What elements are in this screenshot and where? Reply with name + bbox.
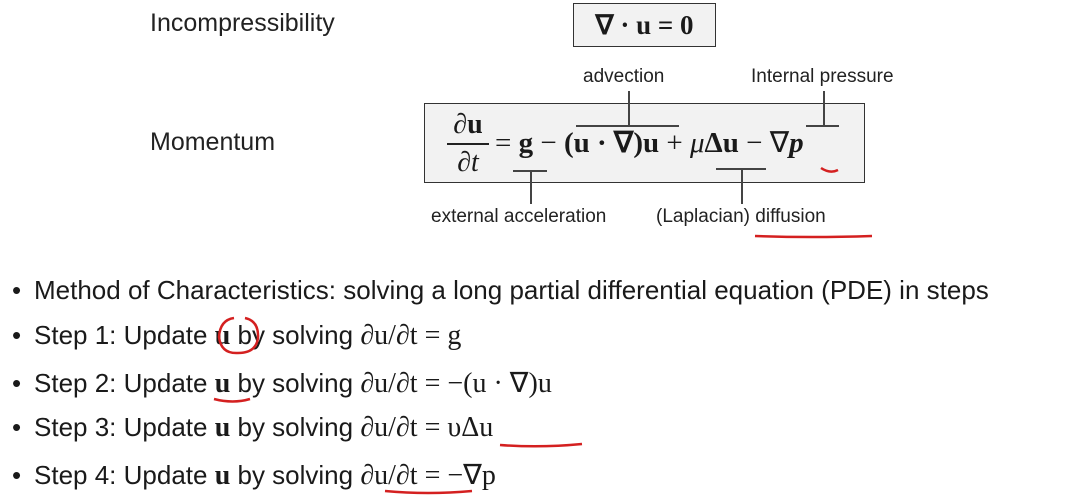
bullet-text: Step 3: Update bbox=[34, 412, 215, 442]
term-laplacian: Δu bbox=[704, 127, 739, 159]
term-advection: (u · ∇)u bbox=[563, 127, 660, 159]
bullet-mid: by solving bbox=[230, 320, 361, 350]
lhs-denominator: ∂t bbox=[457, 147, 479, 178]
rhs-equals: = bbox=[495, 127, 512, 159]
ink-underline-step2-u bbox=[214, 399, 250, 402]
bullet-mid: by solving bbox=[230, 460, 361, 490]
bullet-u: u bbox=[214, 460, 231, 491]
bullet-text: Step 2: Update bbox=[34, 368, 215, 398]
bullet-u: u bbox=[214, 320, 231, 351]
ink-underline-step4 bbox=[385, 491, 472, 493]
ink-circle-u bbox=[219, 318, 258, 353]
bullet-equation: ∂u/∂t = g bbox=[360, 320, 462, 351]
ink-underline-diffusion bbox=[755, 236, 872, 237]
diffusion-label: (Laplacian) diffusion bbox=[656, 206, 826, 227]
term-minus-1: − bbox=[540, 127, 557, 159]
bullet-mid: by solving bbox=[230, 368, 361, 398]
bullet-dot: • bbox=[12, 412, 22, 442]
bullet-equation: ∂u/∂t = −∇p bbox=[360, 460, 496, 491]
external-acceleration-label: external acceleration bbox=[431, 206, 607, 227]
bullet-dot: • bbox=[12, 460, 22, 490]
advection-label: advection bbox=[583, 66, 665, 87]
bullet-dot: • bbox=[12, 368, 22, 398]
internal-pressure-label: Internal pressure bbox=[751, 66, 894, 87]
incompressibility-equation-text: ∇ · u = 0 bbox=[595, 9, 694, 40]
bullet-u: u bbox=[214, 368, 231, 399]
term-minus-2: − bbox=[746, 127, 763, 159]
bullet-text: Step 4: Update bbox=[34, 460, 215, 490]
term-plus: + bbox=[666, 127, 683, 159]
ink-underline-p bbox=[821, 168, 838, 172]
term-g: g bbox=[518, 127, 534, 159]
term-mu: μ bbox=[689, 127, 705, 159]
term-p: p bbox=[789, 127, 804, 159]
bullet-text: Method of Characteristics: solving a long partial differential equation (PDE) in steps bbox=[34, 275, 989, 305]
bullet-dot: • bbox=[12, 275, 22, 305]
incompressibility-label: Incompressibility bbox=[150, 9, 335, 37]
bullet-text: Step 1: Update bbox=[34, 320, 215, 350]
bullet-mid: by solving bbox=[230, 412, 361, 442]
momentum-label: Momentum bbox=[150, 128, 276, 156]
bullet-equation: ∂u/∂t = −(u · ∇)u bbox=[360, 368, 552, 399]
lhs-numerator: ∂u bbox=[453, 109, 483, 140]
bullet-u: u bbox=[214, 412, 231, 443]
bullet-equation: ∂u/∂t = υΔu bbox=[360, 412, 494, 443]
term-grad: ∇ bbox=[769, 127, 790, 159]
ink-underline-step3 bbox=[500, 444, 582, 446]
bullet-dot: • bbox=[12, 320, 22, 350]
